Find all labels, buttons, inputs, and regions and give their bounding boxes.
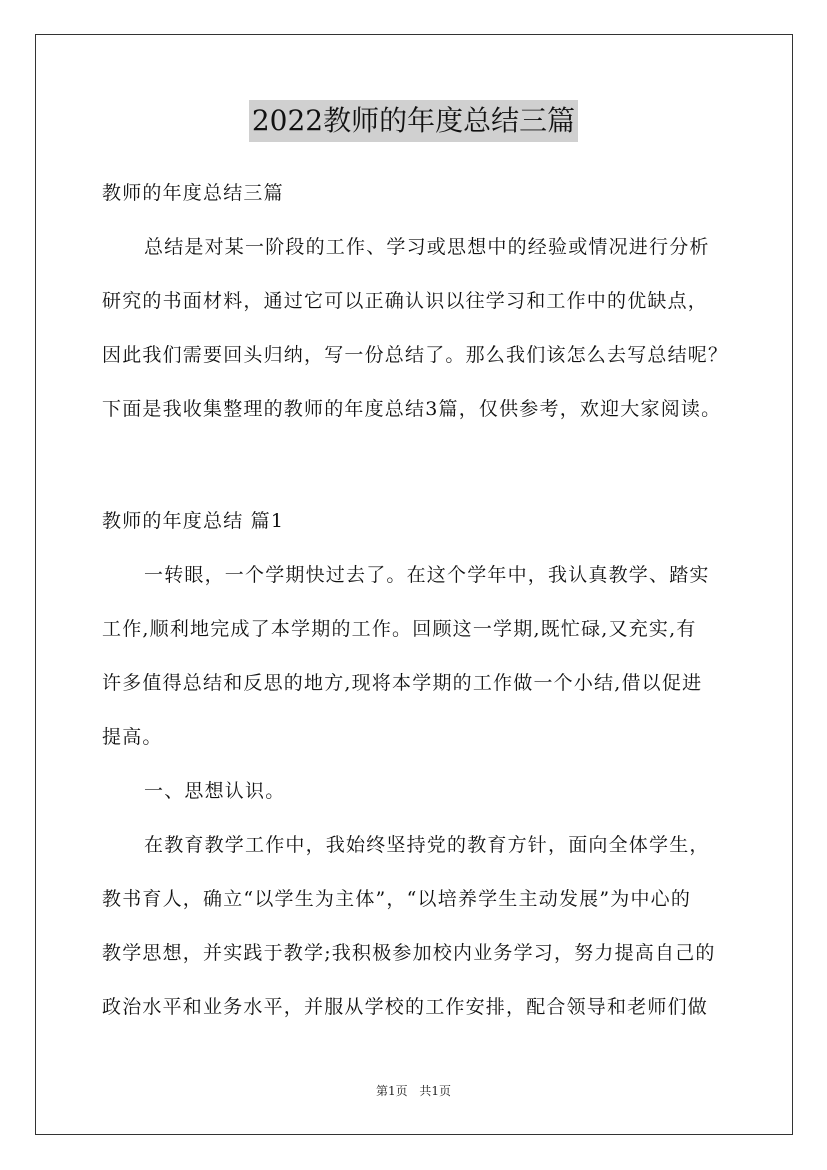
- page-footer: [0, 1082, 827, 1099]
- document-body: [102, 170, 746, 1038]
- paragraph-gap: [102, 440, 746, 498]
- page-total: 共1页: [419, 1084, 452, 1098]
- paragraph-line: 在教育教学工作中，我始终坚持党的教育方针，面向全体学生，: [144, 834, 710, 856]
- intro-line: 研究的书面材料，通过它可以正确认识以往学习和工作中的优缺点，: [102, 290, 709, 312]
- paragraph-line: 教书育人，确立“以学生为主体”，“以培养学生主动发展”为中心的: [102, 888, 692, 910]
- paragraph-line: 许多值得总结和反思的地方,现将本学期的工作做一个小结,借以促进: [102, 672, 703, 694]
- section-heading: 教师的年度总结 篇1: [102, 510, 285, 532]
- subheading: 一、思想认识。: [144, 780, 286, 802]
- paragraph-line: 政治水平和业务水平，并服从学校的工作安排，配合领导和老师们做: [102, 996, 709, 1018]
- paragraph-line: 教学思想，并实践于教学;我积极参加校内业务学习，努力提高自己的: [102, 942, 716, 964]
- intro-line: 因此我们需要回头归纳，写一份总结了。那么我们该怎么去写总结呢？: [102, 344, 729, 366]
- page-number: 第1页: [375, 1084, 408, 1098]
- paragraph-line: 工作,顺利地完成了本学期的工作。回顾这一学期,既忙碌,又充实,有: [102, 618, 697, 640]
- intro-line: 下面是我收集整理的教师的年度总结3篇，仅供参考，欢迎大家阅读。: [102, 398, 722, 420]
- paragraph-line: 一转眼，一个学期快过去了。在这个学年中，我认真教学、踏实: [144, 564, 710, 586]
- paragraph-line: 提高。: [102, 726, 163, 748]
- document-title: 2022教师的年度总结三篇: [249, 100, 578, 142]
- intro-line: 总结是对某一阶段的工作、学习或思想中的经验或情况进行分析: [144, 236, 710, 258]
- title-area: [0, 100, 827, 142]
- subtitle: 教师的年度总结三篇: [102, 182, 284, 204]
